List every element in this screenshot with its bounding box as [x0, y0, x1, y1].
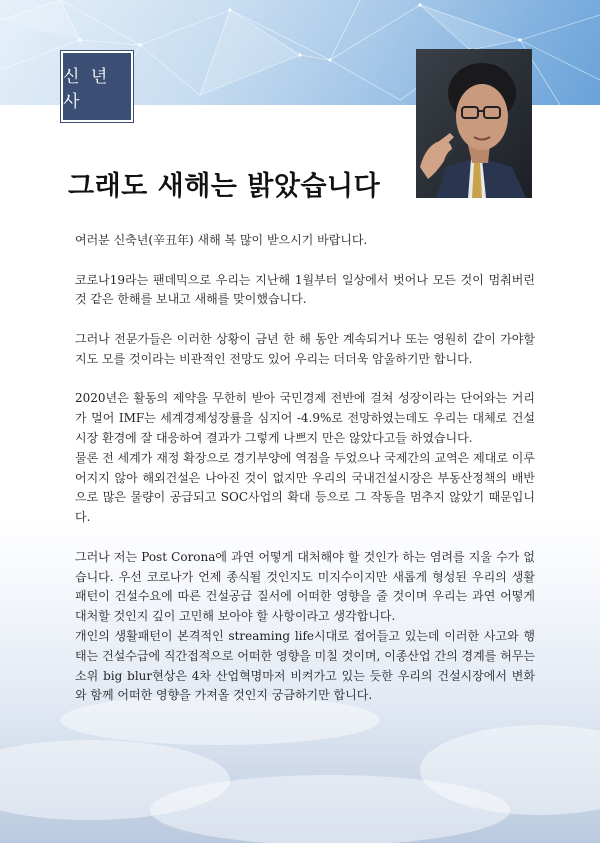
article-body	[75, 231, 535, 706]
page-title: 그래도 새해는 밝았습니다	[68, 171, 381, 202]
paragraph: 그러나 저는 Post Corona에 과연 어떻게 대처해야 할 것인가 하는 염려를 지울 수가 없습니다. 우선 코로나가 언제 종식될 것인지도 미지수이지만 새롭게 형성된 우리의 생활 패턴이 건설수요에 따른 건설공급 질서에 어떠한 영향을 줄 것이며 우리는 과연 어떻게 대처할 것인지 깊이 고민해 보아야 할 사항이라고 생각합니다.	[75, 549, 535, 624]
portrait-photo	[416, 49, 532, 198]
paragraph: 물론 전 세계가 재정 확장으로 경기부양에 역점을 두었으나 국제간의 교역은 제대로 이루어지지 않아 해외건설은 나아진 것이 없지만 우리의 국내건설시장은 부동산정책의 배반으로 많은 물량이 공급되고 SOC사업의 확대 등으로 그 작동을 멈추지 않았기 때문입니다.	[75, 450, 535, 525]
paragraph: 코로나19라는 팬데믹으로 우리는 지난해 1월부터 일상에서 벗어나 모든 것이 멈춰버린 것 같은 한해를 보내고 새해를 맞이했습니다.	[75, 272, 535, 307]
section-badge-label: 신 년 사	[63, 66, 111, 112]
section-badge	[61, 51, 133, 122]
paragraph: 여러분 신축년(辛丑年) 새해 복 많이 받으시기 바랍니다.	[75, 233, 368, 247]
paragraph: 그러나 전문가들은 이러한 상황이 금년 한 해 동안 계속되거나 또는 영원히 같이 가야할지도 모를 것이라는 비관적인 전망도 있어 우리는 더더욱 암울하기만 합니다.	[75, 331, 535, 366]
paragraph: 개인의 생활패턴이 본격적인 streaming life시대로 접어들고 있는데 이러한 사고와 행태는 건설수급에 직간접적으로 어떠한 영향을 미칠 것이며, 이종산업 간의 경계를 허무는 소위 big blur현상은 4차 산업혁명마저 비켜가고 있는 듯한 우리의 건설시장에서 변화와 함께 어떠한 영향을 가져올 것인지 궁금하기만 합니다.	[75, 628, 535, 703]
portrait-image	[416, 49, 532, 198]
paragraph: 2020년은 활동의 제약을 무한히 받아 국민경제 전반에 걸쳐 성장이라는 단어와는 거리가 멀어 IMF는 세계경제성장률을 심지어 -4.9%로 전망하였는데도 우리는 대체로 건설시장 환경에 잘 대응하여 결과가 그렇게 나쁘지 만은 않았다고들 하였습니다.	[75, 391, 535, 445]
